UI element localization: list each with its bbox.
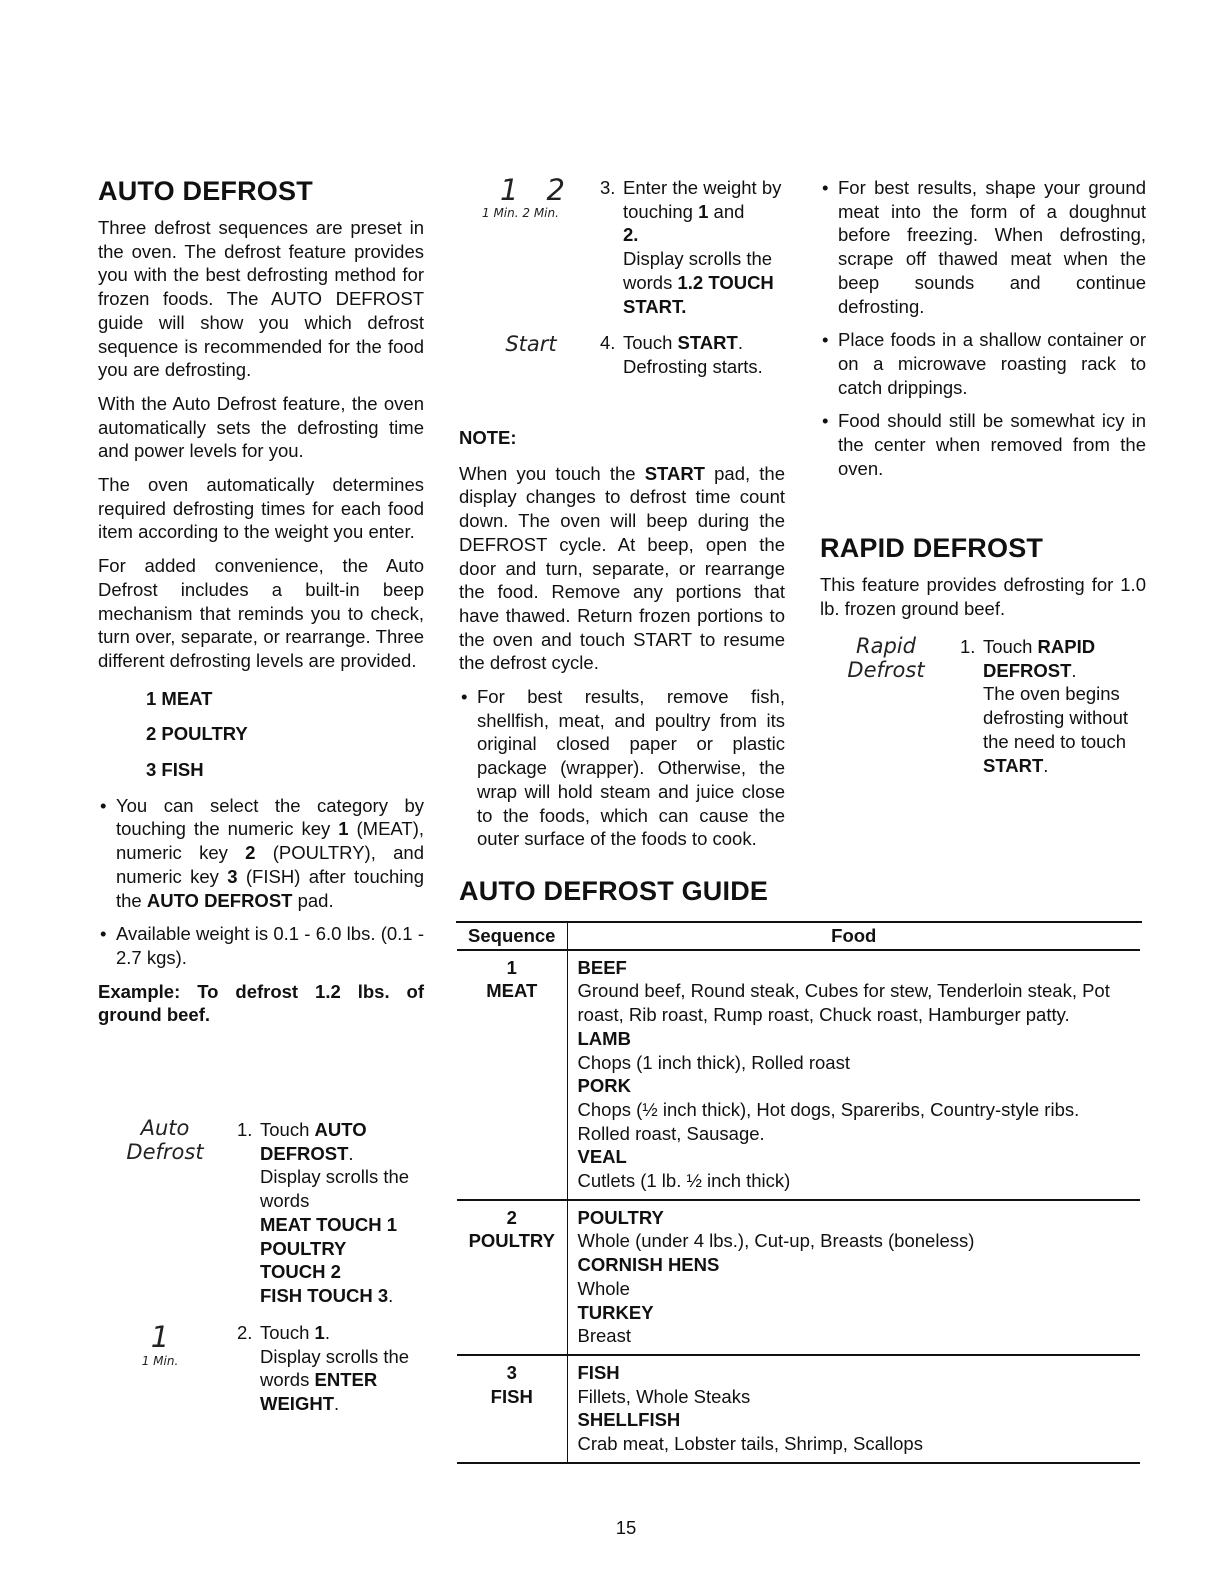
key-1-glyph: 1: [500, 173, 519, 207]
step-text: The oven begins defrosting without the need to touch: [983, 683, 1129, 752]
step-key: 2.: [623, 224, 639, 246]
step-text: .: [324, 1322, 330, 1343]
step-text: Touch: [983, 636, 1038, 657]
rapid-defrost-step-1: [960, 635, 1145, 777]
step-text: Touch: [260, 1119, 315, 1140]
food-cell: [567, 1355, 1140, 1463]
food-heading: PORK: [577, 1075, 631, 1097]
step-key: RAPID DEFROST: [983, 636, 1096, 681]
convenience-paragraph: For added convenience, the Auto Defrost includes a built-in beep mechanism that reminds you to check, turn over, separate, or rearrange. Three different defrosting levels are provided.: [98, 555, 424, 671]
step-number: 3.: [600, 177, 616, 198]
step-number: 1.: [237, 1119, 253, 1140]
display-text: START: [983, 754, 1044, 776]
table-row-fish: [457, 1355, 1140, 1463]
food-heading: CORNISH HENS: [577, 1254, 720, 1276]
auto-defrost-step-1: [237, 1118, 427, 1308]
auto-defrost-key: [118, 1116, 212, 1164]
intro-paragraph: Three defrost sequences are preset in the oven. The defrost feature provides you with the best defrosting method for frozen foods. The AUTO DEFROST guide will show you which defrost sequence is recommended for the food you are defrosting.: [98, 217, 424, 381]
food-list: Crab meat, Lobster tails, Shrimp, Scallops: [577, 1433, 923, 1455]
key-2-glyph: 2: [546, 173, 565, 207]
food-heading: BEEF: [577, 956, 627, 978]
key-1-caption: 1 Min.: [141, 1354, 179, 1368]
rapid-defrost-paragraph: This feature provides defrosting for 1.0 lb. frozen ground beef.: [820, 574, 1146, 619]
key-1-2-caption: 1 Min. 2 Min.: [482, 206, 559, 220]
category-poultry: 2 POULTRY: [146, 723, 248, 745]
auto-defrost-key-line2: Defrost: [126, 1140, 204, 1164]
step-text: Touch: [260, 1322, 315, 1343]
step-text: Display scrolls the words: [260, 1166, 410, 1212]
display-text: POULTRY: [260, 1237, 347, 1259]
food-list: Whole: [577, 1277, 630, 1299]
auto-defrost-step-4: [600, 331, 795, 378]
step-text: .: [1071, 659, 1077, 681]
display-text: MEAT TOUCH 1: [260, 1213, 398, 1235]
sequence-number: 2: [506, 1206, 517, 1228]
step-number: 2.: [237, 1322, 253, 1343]
food-list: Fillets, Whole Steaks: [577, 1385, 751, 1407]
step-text: .: [1043, 754, 1049, 776]
food-heading: LAMB: [577, 1027, 631, 1049]
step-number: 1.: [960, 636, 976, 657]
food-cell: [567, 1200, 1140, 1355]
step-text: .: [388, 1284, 394, 1306]
available-weight-bullet: • Available weight is 0.1 - 6.0 lbs. (0.1 - 2.7 kgs).: [98, 922, 424, 969]
sequence-cell: [457, 1355, 567, 1463]
example-heading: Example: To defrost 1.2 lbs. of ground beef.: [98, 980, 424, 1026]
feature-paragraph: With the Auto Defrost feature, the oven automatically sets the defrosting time and power levels for you.: [98, 392, 424, 462]
step-text: .: [348, 1142, 354, 1164]
tip-bullet: • Place foods in a shallow container or on a microwave roasting rack to catch drippings.: [820, 328, 1146, 399]
column-3: [820, 176, 1146, 490]
display-text: FISH TOUCH 3: [260, 1284, 389, 1306]
section-title-auto-defrost: AUTO DEFROST: [98, 176, 313, 206]
category-select-bullet: • You can select the category by touching the numeric key 1 (MEAT), numeric key 2 (POULTRY), and numeric key 3 (FISH) after touching the AUTO DEFROST pad.: [98, 794, 424, 913]
weight-paragraph: The oven automatically determines required defrosting times for each food item according to the weight you enter.: [98, 474, 424, 543]
guide-table: [457, 922, 1140, 1464]
display-text: 1.2 TOUCH START.: [623, 271, 774, 317]
sequence-number: 1: [506, 956, 517, 978]
food-heading: FISH: [577, 1361, 620, 1383]
sequence-cell: [457, 950, 567, 1200]
step-text: Touch: [623, 332, 678, 353]
sequence-name: FISH: [490, 1385, 533, 1407]
display-text: TOUCH 2: [260, 1261, 341, 1283]
category-meat: 1 MEAT: [146, 687, 213, 709]
note-block: [459, 426, 785, 861]
food-list: Cutlets (1 lb. ½ inch thick): [577, 1170, 791, 1192]
auto-defrost-key-line1: Auto: [140, 1116, 190, 1140]
step-key: START: [677, 332, 738, 353]
sequence-name: MEAT: [486, 980, 538, 1002]
table-row-meat: [457, 950, 1140, 1200]
step-number: 4.: [600, 332, 616, 353]
food-heading: TURKEY: [577, 1301, 654, 1323]
start-key: Start: [505, 332, 557, 356]
guide-title: AUTO DEFROST GUIDE: [459, 876, 769, 906]
food-list: Breast: [577, 1325, 631, 1347]
step-text: Display scrolls the words: [260, 1345, 410, 1391]
step-text: and: [708, 200, 745, 222]
key-1-2-glyphs: [482, 175, 582, 205]
step-text: Defrosting starts.: [623, 355, 763, 377]
note-paragraph: When you touch the START pad, the display changes to defrost time count down. The oven will beep during the DEFROST cycle. At beep, open the door and turn, separate, or rearrange the food. Remove any portions that have thawed. Return frozen portions to the oven and touch START to resume the defrost cycle.: [459, 462, 785, 674]
food-list: Chops (½ inch thick), Hot dogs, Spareribs, Country-style ribs. Rolled roast, Sausage.: [577, 1098, 1080, 1144]
column-1: [98, 176, 424, 1037]
note-title: NOTE:: [459, 427, 517, 448]
key-1-2: [482, 175, 582, 220]
rapid-defrost-key: [838, 634, 934, 682]
auto-defrost-bullets: [98, 794, 424, 970]
step-text: Display scrolls the words: [623, 248, 773, 293]
food-list: Whole (under 4 lbs.), Cut-up, Breasts (boneless): [577, 1230, 975, 1252]
sequence-name: POULTRY: [468, 1230, 555, 1252]
key-1: [138, 1322, 182, 1368]
food-heading: POULTRY: [577, 1206, 664, 1228]
step-text: .: [334, 1393, 340, 1415]
auto-defrost-step-3: [600, 176, 795, 318]
step-text: .: [737, 332, 743, 353]
food-heading: SHELLFISH: [577, 1409, 681, 1431]
food-header: Food: [567, 922, 1140, 950]
food-list: Ground beef, Round steak, Cubes for stew, Tenderloin steak, Pot roast, Rib roast, Rump roast, Chuck roast, Hamburger patty.: [577, 980, 1110, 1026]
section-title-rapid-defrost: RAPID DEFROST: [820, 533, 1044, 563]
food-list: Chops (1 inch thick), Rolled roast: [577, 1051, 850, 1073]
step-key: 1: [698, 200, 709, 222]
table-header-row: [457, 922, 1140, 950]
sequence-cell: [457, 1200, 567, 1355]
rapid-defrost-key-line1: Rapid: [856, 634, 916, 658]
table-row-poultry: [457, 1200, 1140, 1355]
auto-defrost-guide-table: [457, 922, 1140, 1464]
tip-bullet: • For best results, shape your ground meat into the form of a doughnut before freezing. When defrosting, scrape off thawed meat when the beep sounds and continue defrosting.: [820, 176, 1146, 318]
food-heading: VEAL: [577, 1146, 627, 1168]
step-key: 1: [314, 1322, 325, 1343]
auto-defrost-step-2: [237, 1321, 427, 1416]
food-cell: [567, 950, 1140, 1200]
display-text: ENTER WEIGHT: [260, 1369, 378, 1415]
category-fish: 3 FISH: [146, 759, 204, 781]
rapid-defrost-key-line2: Defrost: [847, 658, 925, 682]
step-text: Enter the weight by touching: [623, 177, 782, 222]
defrost-tips-bullets: [820, 176, 1146, 480]
step-key: AUTO DEFROST: [260, 1119, 367, 1164]
wrapper-bullet: • For best results, remove fish, shellfish, meat, and poultry from its original closed paper or plastic package (wrapper). Otherwise, the wrap will hold steam and juice close to the foods, which can cause the outer surface of the foods to cook.: [459, 685, 785, 851]
page-number: 15: [615, 1517, 637, 1538]
note-bullets: [459, 685, 785, 851]
sequence-number: 3: [506, 1361, 517, 1383]
tip-bullet: • Food should still be somewhat icy in the center when removed from the oven.: [820, 409, 1146, 480]
key-1-glyph: 1: [150, 1320, 170, 1354]
sequence-header: Sequence: [457, 922, 567, 950]
